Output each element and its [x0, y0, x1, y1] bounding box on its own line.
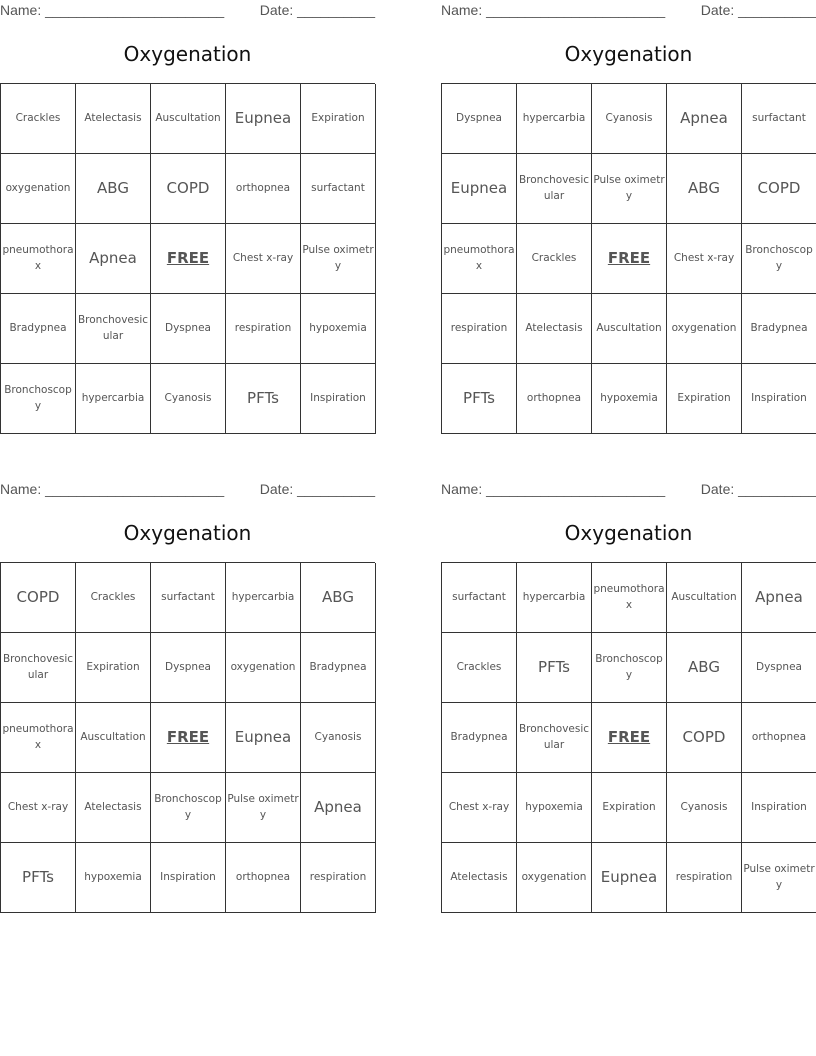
bingo-grid — [0, 562, 375, 913]
bingo-cell: Bradypnea — [442, 703, 517, 773]
bingo-cell: Chest x-ray — [226, 224, 301, 294]
bingo-cell: Eupnea — [442, 154, 517, 224]
bingo-cell: Cyanosis — [592, 84, 667, 154]
bingo-cell: Dyspnea — [742, 633, 816, 703]
bingo-cell: Bronchoscopy — [742, 224, 816, 294]
bingo-cell: respiration — [226, 294, 301, 364]
bingo-cell: Auscultation — [667, 563, 742, 633]
bingo-cell: PFTs — [442, 364, 517, 434]
bingo-cell: hypoxemia — [76, 843, 151, 913]
bingo-cell: Eupnea — [226, 703, 301, 773]
bingo-cell: Crackles — [517, 224, 592, 294]
bingo-cell: COPD — [667, 703, 742, 773]
bingo-cell: Bronchovesicular — [1, 633, 76, 703]
name-date-row — [0, 2, 375, 20]
bingo-cell: Crackles — [1, 84, 76, 154]
card-title: Oxygenation — [564, 42, 693, 66]
bingo-cell: Apnea — [667, 84, 742, 154]
bingo-cell: surfactant — [151, 563, 226, 633]
bingo-cell: ABG — [301, 563, 376, 633]
bingo-cell: oxygenation — [667, 294, 742, 364]
name-field-label: Name: _______________________ — [441, 481, 666, 497]
bingo-cell: orthopnea — [517, 364, 592, 434]
bingo-cell: Bronchovesicular — [517, 703, 592, 773]
bingo-cell: hypoxemia — [517, 773, 592, 843]
name-field-label: Name: _______________________ — [441, 2, 666, 18]
name-date-row — [441, 2, 816, 20]
bingo-card — [0, 479, 375, 919]
bingo-cell: Cyanosis — [667, 773, 742, 843]
bingo-cell: Expiration — [592, 773, 667, 843]
bingo-grid — [441, 83, 816, 434]
date-field-label: Date: __________ — [259, 481, 375, 497]
bingo-cell: ABG — [667, 154, 742, 224]
card-title: Oxygenation — [564, 521, 693, 545]
date-field-label: Date: __________ — [259, 2, 375, 18]
card-title: Oxygenation — [123, 521, 252, 545]
date-field-label: Date: __________ — [700, 2, 816, 18]
bingo-cell: Bradypnea — [301, 633, 376, 703]
bingo-cell: Dyspnea — [151, 294, 226, 364]
bingo-cell: Inspiration — [151, 843, 226, 913]
bingo-cell: Bronchoscopy — [1, 364, 76, 434]
bingo-cell: pneumothorax — [1, 703, 76, 773]
name-date-row — [441, 481, 816, 499]
bingo-card — [441, 479, 816, 919]
bingo-cell: ABG — [76, 154, 151, 224]
bingo-cell: pneumothorax — [1, 224, 76, 294]
bingo-cell: Pulse oximetry — [592, 154, 667, 224]
bingo-cell: Chest x-ray — [1, 773, 76, 843]
bingo-grid — [441, 562, 816, 913]
bingo-cell: Expiration — [667, 364, 742, 434]
bingo-cell: Auscultation — [151, 84, 226, 154]
bingo-cell: orthopnea — [742, 703, 816, 773]
bingo-cell: Chest x-ray — [667, 224, 742, 294]
bingo-cell: oxygenation — [1, 154, 76, 224]
bingo-card — [0, 0, 375, 440]
bingo-cell: Expiration — [301, 84, 376, 154]
bingo-cell: Apnea — [76, 224, 151, 294]
bingo-cell: pneumothorax — [592, 563, 667, 633]
bingo-card — [441, 0, 816, 440]
bingo-cell: Eupnea — [592, 843, 667, 913]
card-title: Oxygenation — [123, 42, 252, 66]
bingo-cell: surfactant — [742, 84, 816, 154]
bingo-cell: Atelectasis — [517, 294, 592, 364]
free-space: FREE — [592, 224, 667, 294]
bingo-cell: Cyanosis — [301, 703, 376, 773]
bingo-cell: Dyspnea — [442, 84, 517, 154]
bingo-cell: respiration — [301, 843, 376, 913]
bingo-cell: COPD — [151, 154, 226, 224]
bingo-cell: Auscultation — [592, 294, 667, 364]
bingo-cell: PFTs — [517, 633, 592, 703]
bingo-cell: Pulse oximetry — [226, 773, 301, 843]
bingo-cell: hypercarbia — [226, 563, 301, 633]
bingo-cell: Crackles — [76, 563, 151, 633]
bingo-cell: hypercarbia — [76, 364, 151, 434]
bingo-cell: oxygenation — [226, 633, 301, 703]
bingo-cell: Auscultation — [76, 703, 151, 773]
bingo-cell: orthopnea — [226, 843, 301, 913]
bingo-cell: Bradypnea — [1, 294, 76, 364]
free-space: FREE — [151, 224, 226, 294]
bingo-cell: Inspiration — [742, 364, 816, 434]
date-field-label: Date: __________ — [700, 481, 816, 497]
bingo-cell: hypoxemia — [592, 364, 667, 434]
bingo-cell: Bradypnea — [742, 294, 816, 364]
bingo-cell: Atelectasis — [76, 84, 151, 154]
bingo-cell: orthopnea — [226, 154, 301, 224]
bingo-grid — [0, 83, 375, 434]
bingo-cell: Bronchoscopy — [592, 633, 667, 703]
bingo-cell: Pulse oximetry — [742, 843, 816, 913]
bingo-cell: pneumothorax — [442, 224, 517, 294]
bingo-cell: Bronchoscopy — [151, 773, 226, 843]
bingo-cell: respiration — [667, 843, 742, 913]
bingo-cell: Atelectasis — [76, 773, 151, 843]
bingo-cell: Apnea — [301, 773, 376, 843]
bingo-cell: hypercarbia — [517, 563, 592, 633]
bingo-cell: PFTs — [226, 364, 301, 434]
bingo-cell: oxygenation — [517, 843, 592, 913]
bingo-cell: PFTs — [1, 843, 76, 913]
bingo-cell: surfactant — [442, 563, 517, 633]
bingo-cell: Chest x-ray — [442, 773, 517, 843]
bingo-cell: Dyspnea — [151, 633, 226, 703]
bingo-cell: surfactant — [301, 154, 376, 224]
bingo-cell: Apnea — [742, 563, 816, 633]
bingo-cell: hypoxemia — [301, 294, 376, 364]
bingo-cell: Inspiration — [742, 773, 816, 843]
bingo-cell: COPD — [742, 154, 816, 224]
bingo-cell: Cyanosis — [151, 364, 226, 434]
bingo-cell: Crackles — [442, 633, 517, 703]
name-field-label: Name: _______________________ — [0, 481, 225, 497]
name-field-label: Name: _______________________ — [0, 2, 225, 18]
name-date-row — [0, 481, 375, 499]
bingo-cell: Bronchovesicular — [76, 294, 151, 364]
bingo-cell: Pulse oximetry — [301, 224, 376, 294]
bingo-cell: Inspiration — [301, 364, 376, 434]
bingo-cell: COPD — [1, 563, 76, 633]
bingo-cell: hypercarbia — [517, 84, 592, 154]
bingo-cell: Expiration — [76, 633, 151, 703]
bingo-cell: Atelectasis — [442, 843, 517, 913]
bingo-cell: Eupnea — [226, 84, 301, 154]
bingo-cell: Bronchovesicular — [517, 154, 592, 224]
bingo-cell: ABG — [667, 633, 742, 703]
bingo-cell: respiration — [442, 294, 517, 364]
free-space: FREE — [592, 703, 667, 773]
free-space: FREE — [151, 703, 226, 773]
